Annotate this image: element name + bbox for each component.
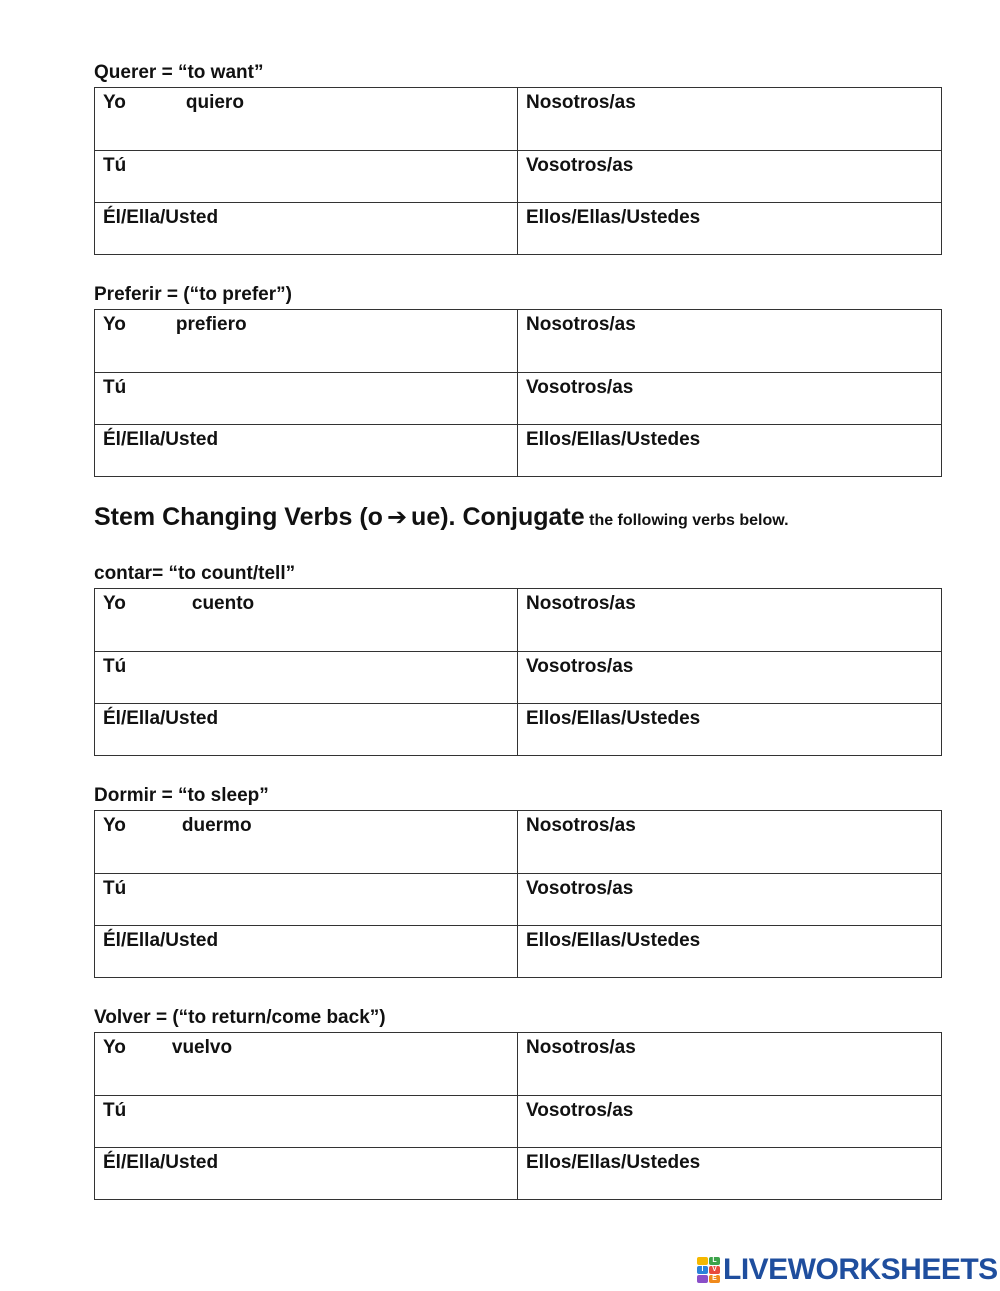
cell-yo[interactable]: [95, 310, 518, 373]
pronoun-nosotros: Nosotros/as: [526, 314, 636, 335]
pronoun-vosotros: Vosotros/as: [526, 155, 634, 176]
cell-yo[interactable]: [95, 88, 518, 151]
verb-label-volver: Volver = (“to return/come back”): [94, 1007, 386, 1028]
cell-nosotros[interactable]: [518, 1033, 942, 1096]
conjugation-table-contar: [94, 588, 942, 756]
heading-main-start: Stem Changing Verbs (o: [94, 503, 383, 531]
cell-ellos[interactable]: [518, 926, 942, 978]
cell-vosotros[interactable]: [518, 151, 942, 203]
pronoun-tu: Tú: [103, 878, 127, 899]
pronoun-nosotros: Nosotros/as: [526, 815, 636, 836]
yo-form: vuelvo: [171, 1037, 233, 1058]
cell-vosotros[interactable]: [518, 1096, 942, 1148]
cell-ellos[interactable]: [518, 1148, 942, 1200]
pronoun-tu: Tú: [103, 656, 127, 677]
yo-form: duermo: [181, 815, 252, 836]
pronoun-tu: Tú: [103, 155, 127, 176]
cell-vosotros[interactable]: [518, 373, 942, 425]
conjugation-table-querer: [94, 87, 942, 255]
pronoun-tu: Tú: [103, 1100, 127, 1121]
pronoun-ellos: Ellos/Ellas/Ustedes: [526, 930, 701, 951]
liveworksheets-logo: [697, 1253, 998, 1287]
pronoun-el: Él/Ella/Usted: [103, 1152, 219, 1173]
pronoun-nosotros: Nosotros/as: [526, 1037, 636, 1058]
cell-ellos[interactable]: [518, 704, 942, 756]
cell-ellos[interactable]: [518, 425, 942, 477]
cell-el[interactable]: [95, 926, 518, 978]
cell-tu[interactable]: [95, 874, 518, 926]
cell-tu[interactable]: [95, 652, 518, 704]
pronoun-ellos: Ellos/Ellas/Ustedes: [526, 207, 701, 228]
cell-tu[interactable]: [95, 151, 518, 203]
conjugation-table-volver: [94, 1032, 942, 1200]
pronoun-el: Él/Ella/Usted: [103, 930, 219, 951]
logo-text: LIVEWORKSHEETS: [723, 1253, 998, 1286]
verb-label-contar: contar= “to count/tell”: [94, 563, 296, 584]
cell-vosotros[interactable]: [518, 874, 942, 926]
pronoun-el: Él/Ella/Usted: [103, 207, 219, 228]
verb-label-querer: Querer = “to want”: [94, 62, 264, 83]
cell-el[interactable]: [95, 425, 518, 477]
pronoun-ellos: Ellos/Ellas/Ustedes: [526, 429, 701, 450]
cell-yo[interactable]: [95, 1033, 518, 1096]
cell-el[interactable]: [95, 203, 518, 255]
arrow-right-icon: ➔: [386, 504, 408, 531]
pronoun-ellos: Ellos/Ellas/Ustedes: [526, 708, 701, 729]
logo-mark-icon: L I V E: [697, 1257, 720, 1283]
yo-form: quiero: [185, 92, 244, 113]
cell-vosotros[interactable]: [518, 652, 942, 704]
cell-nosotros[interactable]: [518, 811, 942, 874]
pronoun-vosotros: Vosotros/as: [526, 377, 634, 398]
pronoun-el: Él/Ella/Usted: [103, 429, 219, 450]
pronoun-vosotros: Vosotros/as: [526, 656, 634, 677]
cell-ellos[interactable]: [518, 203, 942, 255]
cell-nosotros[interactable]: [518, 88, 942, 151]
heading-main-end: ue). Conjugate: [411, 503, 585, 531]
yo-form: cuento: [191, 593, 255, 614]
pronoun-nosotros: Nosotros/as: [526, 593, 636, 614]
cell-nosotros[interactable]: [518, 589, 942, 652]
cell-yo[interactable]: [95, 589, 518, 652]
pronoun-ellos: Ellos/Ellas/Ustedes: [526, 1152, 701, 1173]
cell-el[interactable]: [95, 704, 518, 756]
cell-yo[interactable]: [95, 811, 518, 874]
pronoun-yo: Yo: [103, 92, 126, 113]
verb-label-preferir: Preferir = (“to prefer”): [94, 284, 292, 305]
pronoun-yo: Yo: [103, 593, 126, 614]
pronoun-el: Él/Ella/Usted: [103, 708, 219, 729]
pronoun-nosotros: Nosotros/as: [526, 92, 636, 113]
pronoun-tu: Tú: [103, 377, 127, 398]
cell-tu[interactable]: [95, 373, 518, 425]
pronoun-vosotros: Vosotros/as: [526, 878, 634, 899]
cell-tu[interactable]: [95, 1096, 518, 1148]
section-heading: [94, 503, 789, 532]
yo-form: prefiero: [175, 314, 247, 335]
conjugation-table-dormir: [94, 810, 942, 978]
cell-nosotros[interactable]: [518, 310, 942, 373]
verb-label-dormir: Dormir = “to sleep”: [94, 785, 269, 806]
pronoun-yo: Yo: [103, 314, 126, 335]
conjugation-table-preferir: [94, 309, 942, 477]
pronoun-yo: Yo: [103, 815, 126, 836]
heading-subtext: the following verbs below.: [589, 512, 789, 529]
cell-el[interactable]: [95, 1148, 518, 1200]
pronoun-yo: Yo: [103, 1037, 126, 1058]
pronoun-vosotros: Vosotros/as: [526, 1100, 634, 1121]
